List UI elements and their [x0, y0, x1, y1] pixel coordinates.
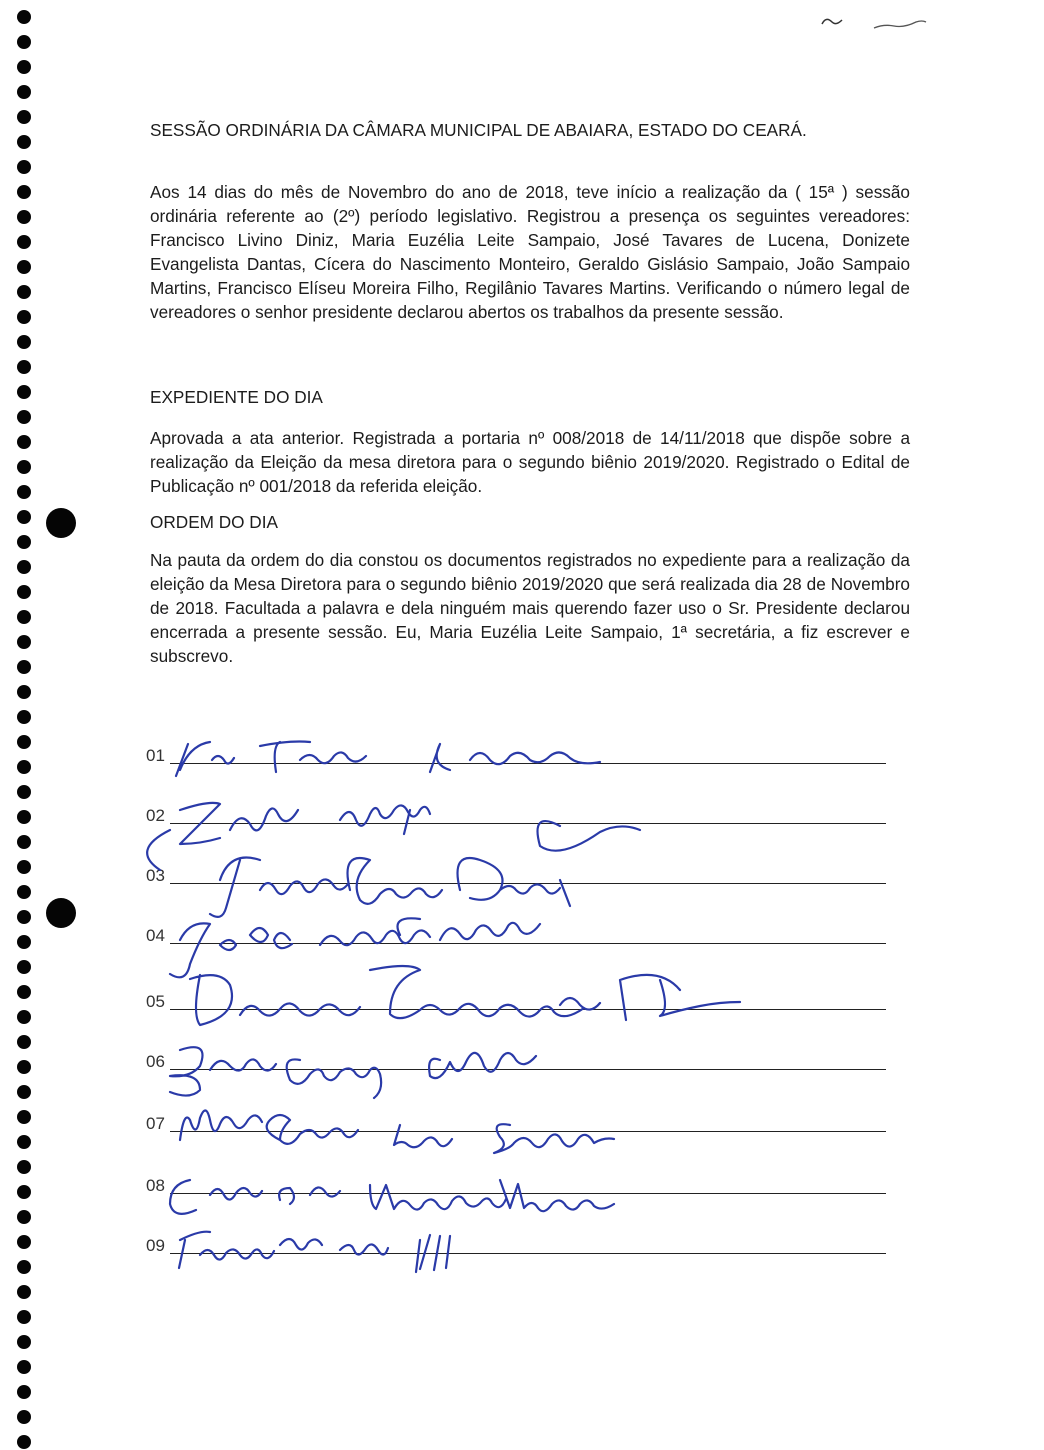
binder-hole	[17, 760, 31, 774]
binder-hole	[17, 1385, 31, 1399]
binder-hole	[17, 435, 31, 449]
binder-hole	[17, 485, 31, 499]
binder-hole	[17, 1285, 31, 1299]
binder-hole	[17, 360, 31, 374]
binder-hole	[17, 185, 31, 199]
binder-hole	[17, 585, 31, 599]
binder-hole	[17, 1085, 31, 1099]
binder-hole	[17, 335, 31, 349]
binder-hole	[17, 460, 31, 474]
binder-hole	[17, 560, 31, 574]
signature-line-number: 07	[146, 1114, 165, 1133]
binder-hole	[17, 160, 31, 174]
binder-hole	[17, 835, 31, 849]
binder-hole	[17, 1360, 31, 1374]
scan-artifact-icon	[818, 12, 928, 34]
expediente-paragraph: Aprovada a ata anterior. Registrada a portaria nº 008/2018 de 14/11/2018 que dispõe sobre a realização da Eleição da mesa diretora para o segundo biênio 2019/2020. Registrado o Edital de Publicação nº 001/2018 da referida eleição.	[150, 428, 910, 496]
binder-hole	[17, 1010, 31, 1024]
binder-hole	[17, 285, 31, 299]
signature-line-number: 05	[146, 992, 165, 1011]
binder-hole	[17, 1260, 31, 1274]
binder-hole	[17, 885, 31, 899]
binder-hole	[17, 935, 31, 949]
binder-hole	[17, 785, 31, 799]
binder-hole	[17, 35, 31, 49]
binder-hole	[17, 1310, 31, 1324]
signature-line-number: 08	[146, 1176, 165, 1195]
binder-hole	[17, 1185, 31, 1199]
binder-hole	[17, 1060, 31, 1074]
binder-hole	[17, 1210, 31, 1224]
signature-line-number: 06	[146, 1052, 165, 1071]
binder-hole	[17, 810, 31, 824]
binder-hole	[17, 310, 31, 324]
binder-hole	[17, 510, 31, 524]
binder-hole	[17, 610, 31, 624]
binder-hole	[17, 1335, 31, 1349]
binder-hole	[17, 1160, 31, 1174]
binder-hole	[17, 910, 31, 924]
signature-line-number: 01	[146, 746, 165, 765]
binder-hole	[17, 860, 31, 874]
page-title: SESSÃO ORDINÁRIA DA CÂMARA MUNICIPAL DE ABAIARA, ESTADO DO CEARÁ.	[150, 120, 807, 140]
binder-hole	[17, 1110, 31, 1124]
binder-hole	[17, 260, 31, 274]
signature-line-number: 02	[146, 806, 165, 825]
binder-hole	[17, 110, 31, 124]
punch-hole	[46, 508, 76, 538]
opening-paragraph: Aos 14 dias do mês de Novembro do ano de 2018, teve início a realização da ( 15ª ) sessão ordinária referente ao (2º) período legislativo. Registrou a presença os seguintes vereadores: Francisco Livino Diniz, Maria Euzélia Leite Sampaio, José Tavares de Lucena, Donizete Evangelista Dantas, Cícera do Nascimento Monteiro, Geraldo Gislásio Sampaio, João Sampaio Martins, Francisco Elíseu Moreira Filho, Regilânio Tavares Martins. Verificando o número legal de vereadores o senhor presidente declarou abertos os trabalhos da presente sessão.	[150, 182, 910, 322]
binder-hole	[17, 135, 31, 149]
binder-hole	[17, 710, 31, 724]
binder-hole	[17, 635, 31, 649]
binder-hole	[17, 10, 31, 24]
binder-hole	[17, 1235, 31, 1249]
binder-holes	[0, 0, 60, 1450]
binder-hole	[17, 985, 31, 999]
handwritten-signatures	[140, 730, 900, 1290]
punch-hole	[46, 898, 76, 928]
binder-hole	[17, 85, 31, 99]
ordem-paragraph: Na pauta da ordem do dia constou os documentos registrados no expediente para a realização da eleição da Mesa Diretora para o segundo biênio 2019/2020 que será realizada dia 28 de Novembro de 2018. Facultada a palavra e dela ninguém mais querendo fazer uso o Sr. Presidente declarou encerrada a presente sessão. Eu, Maria Euzélia Leite Sampaio, 1ª secretária, a fiz escrever e subscrevo.	[150, 550, 910, 666]
binder-hole	[17, 1035, 31, 1049]
binder-hole	[17, 385, 31, 399]
expediente-heading: EXPEDIENTE DO DIA	[150, 387, 323, 407]
signature-line-number: 04	[146, 926, 165, 945]
binder-hole	[17, 960, 31, 974]
ordem-heading: ORDEM DO DIA	[150, 512, 278, 532]
binder-hole	[17, 735, 31, 749]
binder-hole	[17, 210, 31, 224]
binder-hole	[17, 685, 31, 699]
binder-hole	[17, 410, 31, 424]
binder-hole	[17, 60, 31, 74]
binder-hole	[17, 235, 31, 249]
binder-hole	[17, 1435, 31, 1449]
binder-hole	[17, 1410, 31, 1424]
signature-line-number: 09	[146, 1236, 165, 1255]
binder-hole	[17, 535, 31, 549]
signature-line-number: 03	[146, 866, 165, 885]
binder-hole	[17, 1135, 31, 1149]
binder-hole	[17, 660, 31, 674]
